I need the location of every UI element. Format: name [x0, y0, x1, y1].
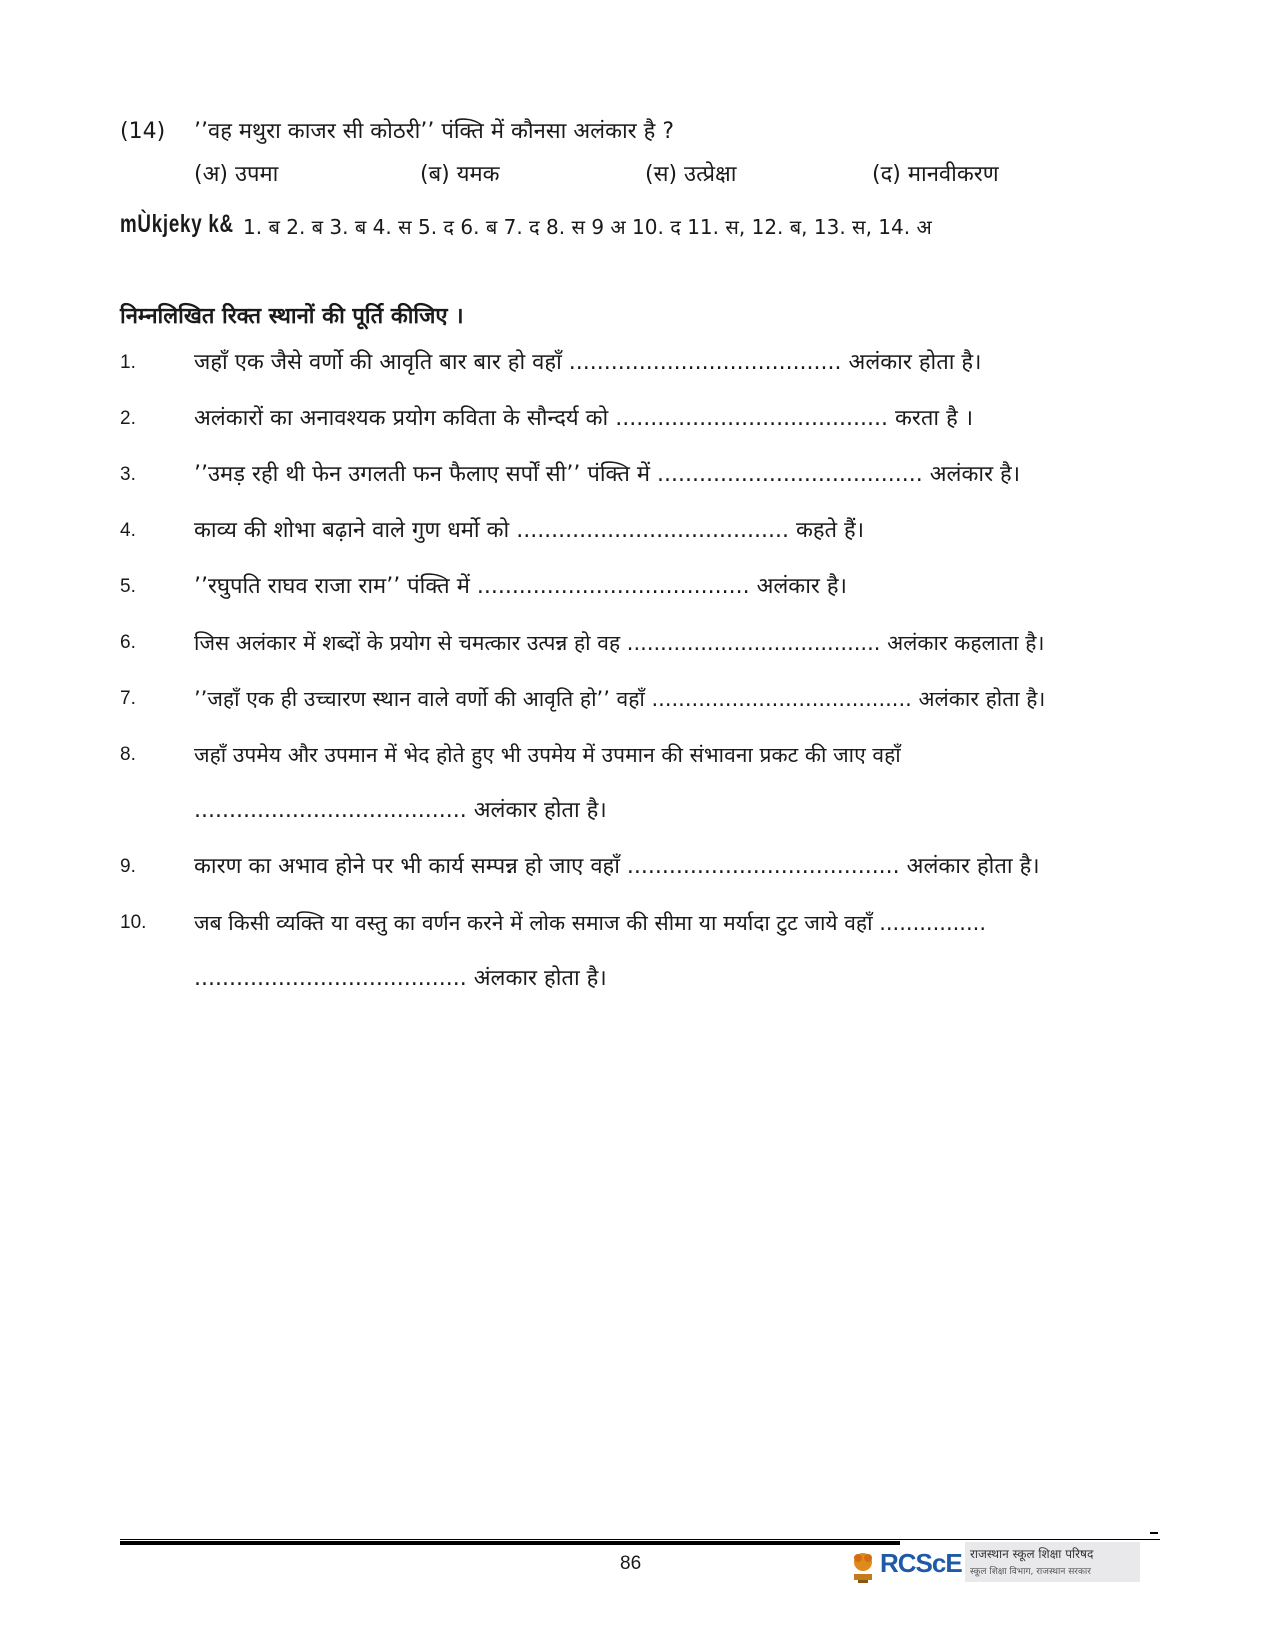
logo-subtitle: स्कूल शिक्षा विभाग, राजस्थान सरकार [970, 1567, 1091, 1577]
section-title: निम्नलिखित रिक्त स्थानों की पूर्ति कीजिए । [120, 304, 464, 329]
item-number: 8. [120, 744, 136, 765]
item-text: ....................................... अलंकार होता है। [194, 798, 607, 823]
logo-hindi-text: राजस्थान स्कूल शिक्षा परिषद [970, 1547, 1094, 1561]
answer-key: 1. ब 2. ब 3. ब 4. स 5. द 6. ब 7. द 8. स 9 अ 10. द 11. स, 12. ब, 13. स, 14. अ [243, 215, 932, 239]
item-text: कारण का अभाव होने पर भी कार्य सम्पन्न हो जाए वहाँ ....................................... अलंकार होता है। [194, 854, 1040, 879]
option-c: (स) उत्प्रेक्षा [645, 162, 737, 187]
item-text: ’’रघुपति राघव राजा राम’’ पंक्ति में ....................................... अलंकार है। [194, 574, 847, 599]
item-number: 6. [120, 632, 136, 653]
item-number: 4. [120, 520, 136, 541]
item-text: जिस अलंकार में शब्दों के प्रयोग से चमत्कार उत्पन्न हो वह ...................................... अलंकार कहलाता है। [194, 631, 1045, 655]
item-text: ’’उमड़ रही थी फेन उगलती फन फैलाए सर्पों सी’’ पंक्ति में ...................................... अलंकार है। [194, 462, 1021, 487]
item-number: 1. [120, 352, 136, 373]
item-text: ....................................... अंलकार होता है। [194, 966, 607, 991]
item-text: काव्य की शोभा बढ़ाने वाले गुण धर्मो को ....................................... कहते हैं। [194, 518, 865, 543]
page-number: 86 [620, 1553, 642, 1574]
footer-dash [1150, 1532, 1158, 1534]
item-number: 10. [120, 912, 147, 933]
item-text: जब किसी व्यक्ति या वस्तु का वर्णन करने में लोक समाज की सीमा या मर्यादा टुट जाये वहाँ ................ [194, 911, 987, 935]
option-b: (ब) यमक [420, 162, 500, 187]
answer-key-label: mÙkjeky k& [120, 210, 234, 238]
footer-divider [120, 1541, 900, 1545]
emblem-icon [850, 1544, 876, 1584]
rcsce-logo [850, 1540, 1140, 1586]
logo-text: RCScE [880, 1548, 962, 1578]
item-text: ’’जहाँ एक ही उच्चारण स्थान वाले वर्णो की आवृति हो’’ वहाँ ....................................... अलंकार होता है। [194, 687, 1046, 711]
item-number: 5. [120, 576, 136, 597]
question-text: ’’वह मथुरा काजर सी कोठरी’’ पंक्ति में कौनसा अलंकार है ? [194, 119, 675, 144]
question-number: (14) [120, 119, 166, 144]
item-number: 9. [120, 856, 136, 877]
item-text: जहाँ उपमेय और उपमान में भेद होते हुए भी उपमेय में उपमान की संभावना प्रकट की जाए वहाँ [194, 743, 901, 767]
option-a: (अ) उपमा [194, 162, 279, 187]
item-number: 3. [120, 464, 136, 485]
item-number: 2. [120, 408, 136, 429]
item-text: अलंकारों का अनावश्यक प्रयोग कविता के सौन्दर्य को ....................................... करता है । [194, 406, 974, 431]
item-number: 7. [120, 688, 136, 709]
option-d: (द) मानवीकरण [872, 162, 999, 187]
item-text: जहाँ एक जैसे वर्णो की आवृति बार बार हो वहाँ ....................................... अलंकार होता है। [194, 350, 982, 375]
